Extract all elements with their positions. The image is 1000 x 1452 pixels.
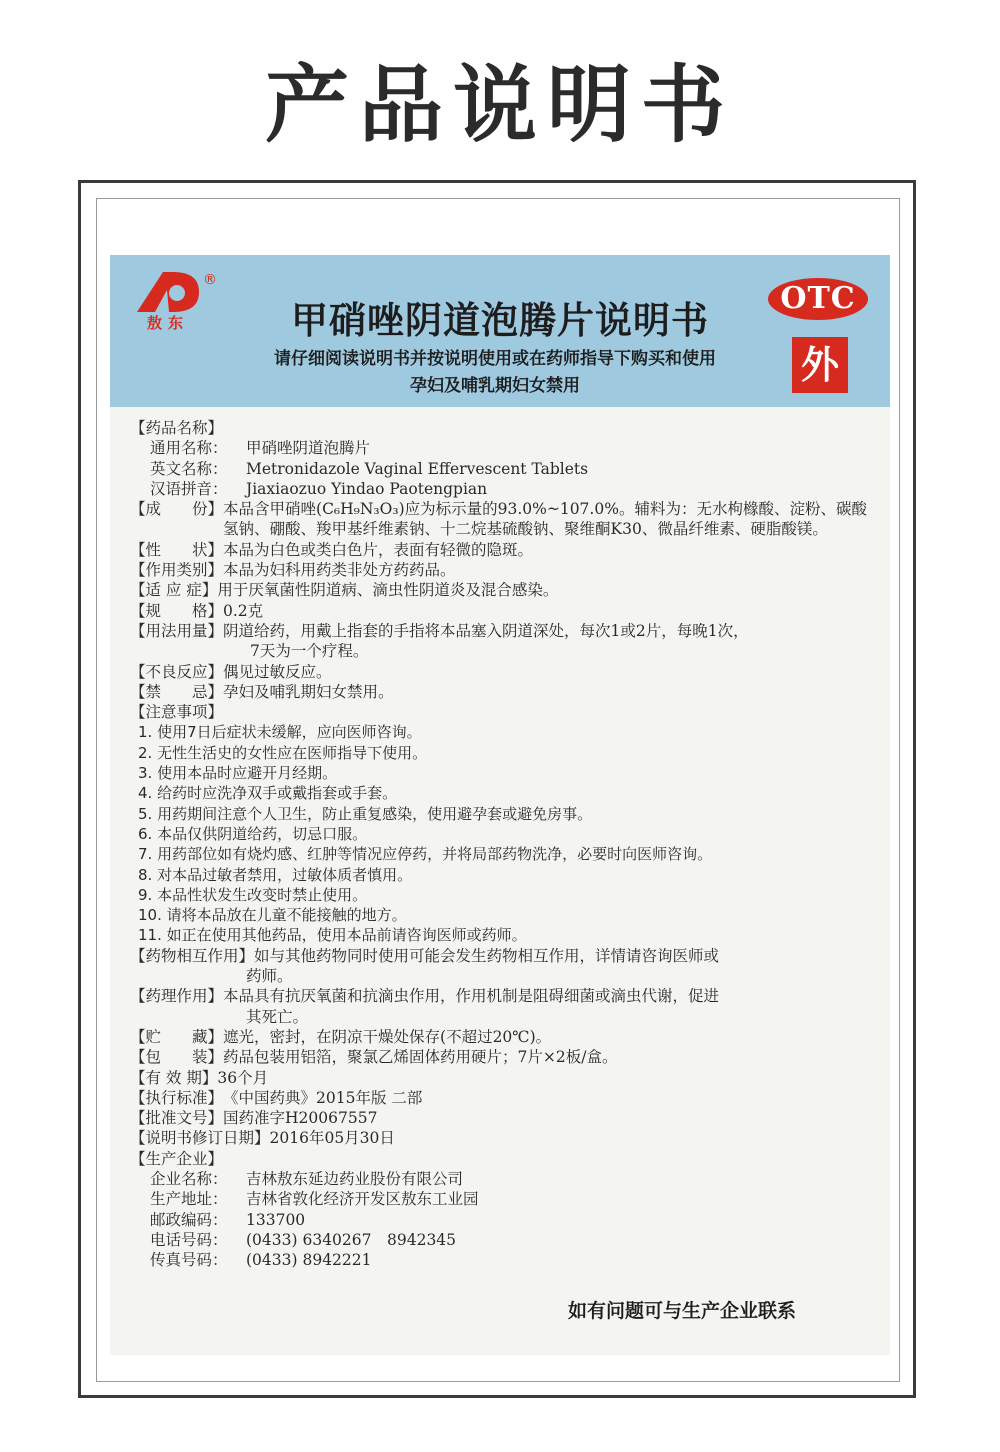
section-contraindication xyxy=(130,682,870,702)
field-label: 企业名称： xyxy=(150,1169,228,1188)
field-label: 电话号码： xyxy=(150,1230,228,1249)
section-manufacturer xyxy=(130,1149,870,1169)
spec-text: 0.2克 xyxy=(223,601,264,620)
precaution-item: 11. 如正在使用其他药品，使用本品前请咨询医师或药师。 xyxy=(138,926,527,945)
section-drug-name xyxy=(130,418,870,438)
section-label: 【作用类别】 xyxy=(130,561,224,580)
pharmacology-continued xyxy=(130,1007,870,1027)
postcode: 133700 xyxy=(246,1210,306,1229)
phone-number: (0433) 6340267 8942345 xyxy=(246,1230,457,1249)
precaution-item: 9. 本品性状发生改变时禁止使用。 xyxy=(138,885,368,904)
generic-name: 甲硝唑阴道泡腾片 xyxy=(246,439,371,458)
section-appearance xyxy=(130,540,870,560)
appearance-text: 本品为白色或类白色片，表面有轻微的隐斑。 xyxy=(223,540,534,559)
dosage-text: 阴道给药，用戴上指套的手指将本品塞入阴道深处，每次1或2片，每晚1次， xyxy=(223,621,749,640)
field-label: 生产地址： xyxy=(150,1190,228,1209)
section-label: 【贮 藏】 xyxy=(130,1027,224,1046)
section-approval xyxy=(130,1108,870,1128)
generic-name-row xyxy=(130,438,870,458)
page-title: 产品说明书 xyxy=(264,56,735,154)
section-indication xyxy=(130,580,870,600)
revision-text: 2016年05月30日 xyxy=(269,1129,395,1148)
company-name: 吉林敖东延边药业股份有限公司 xyxy=(246,1169,464,1188)
section-category xyxy=(130,560,870,580)
field-label: 邮政编码： xyxy=(150,1210,228,1229)
postcode-row xyxy=(130,1210,870,1230)
section-standard xyxy=(130,1088,870,1108)
precaution-item: 5. 用药期间注意个人卫生，防止重复感染，使用避孕套或避免房事。 xyxy=(138,804,593,823)
section-interaction xyxy=(130,946,870,966)
pharmacology-text-continued: 其死亡。 xyxy=(246,1007,309,1026)
brand-name: 敖东 xyxy=(146,314,189,332)
dosage-text-continued: 7天为一个疗程。 xyxy=(250,642,369,661)
precaution-item: 4. 给药时应洗净双手或戴指套或手套。 xyxy=(138,784,398,803)
otc-badge: OTC xyxy=(768,278,868,320)
section-composition xyxy=(130,499,870,540)
validity-text: 36个月 xyxy=(217,1068,269,1087)
storage-text: 遮光，密封，在阴凉干燥处保存(不超过20℃)。 xyxy=(223,1027,552,1046)
field-label: 英文名称： xyxy=(150,459,228,478)
pharmacology-text: 本品具有抗厌氧菌和抗滴虫作用，作用机制是阻碍细菌或滴虫代谢，促进 xyxy=(223,987,720,1006)
section-validity xyxy=(130,1068,870,1088)
section-label: 【生产企业】 xyxy=(130,1149,224,1168)
section-revision xyxy=(130,1128,870,1148)
section-label: 【用法用量】 xyxy=(130,621,224,640)
section-spec xyxy=(130,601,870,621)
section-label: 【成 份】 xyxy=(130,500,224,519)
section-label: 【性 状】 xyxy=(130,540,224,559)
field-label: 汉语拼音： xyxy=(150,479,228,498)
section-label: 【有 效 期】 xyxy=(130,1068,218,1087)
pinyin-row xyxy=(130,479,870,499)
section-storage xyxy=(130,1027,870,1047)
precaution-item: 6. 本品仅供阴道给药，切忌口服。 xyxy=(138,824,368,843)
precaution-item: 8. 对本品过敏者禁用，过敏体质者慎用。 xyxy=(138,865,413,884)
section-dosage xyxy=(130,621,870,641)
category-text: 本品为妇科用药类非处方药药品。 xyxy=(223,561,456,580)
composition-text: 本品含甲硝唑(C₆H₉N₃O₃)应为标示量的93.0%~107.0%。辅料为：无水枸橼酸、淀粉、碳酸氢钠、硼酸、羧甲基纤维素钠、十二烷基硫酸钠、聚维酮K30、微晶纤维素、硬脂酸镁。 xyxy=(223,500,867,539)
section-label: 【批准文号】 xyxy=(130,1109,224,1128)
precaution-item: 10. 请将本品放在儿童不能接触的地方。 xyxy=(138,906,407,925)
section-label: 【规 格】 xyxy=(130,601,224,620)
package-text: 药品包装用铝箔，聚氯乙烯固体药用硬片；7片×2板/盒。 xyxy=(223,1048,618,1067)
standard-text: 《中国药典》2015年版 二部 xyxy=(223,1088,423,1107)
dosage-continued xyxy=(130,641,870,661)
external-use-badge: 外 xyxy=(792,337,848,393)
section-precautions xyxy=(130,702,870,722)
section-label: 【药物相互作用】 xyxy=(130,946,255,965)
section-label: 【适 应 症】 xyxy=(130,581,218,600)
precaution-item: 2. 无性生活史的女性应在医师指导下使用。 xyxy=(138,743,428,762)
section-label: 【说明书修订日期】 xyxy=(130,1129,270,1148)
section-package xyxy=(130,1047,870,1067)
contraindication-text: 孕妇及哺乳期妇女禁用。 xyxy=(223,682,394,701)
usage-notice: 请仔细阅读说明书并按说明使用或在药师指导下购买和使用 xyxy=(274,349,716,369)
section-label: 【不良反应】 xyxy=(130,662,224,681)
precaution-item: 1. 使用7日后症状未缓解，应向医师咨询。 xyxy=(138,723,422,742)
interaction-continued xyxy=(130,966,870,986)
adverse-text: 偶见过敏反应。 xyxy=(223,662,332,681)
section-label: 【药理作用】 xyxy=(130,987,224,1006)
phone-row xyxy=(130,1230,870,1250)
contact-note: 如有问题可与生产企业联系 xyxy=(568,1300,797,1322)
document-title: 甲硝唑阴道泡腾片说明书 xyxy=(291,299,709,342)
section-label: 【注意事项】 xyxy=(130,703,224,722)
interaction-text: 如与其他药物同时使用可能会发生药物相互作用，详情请咨询医师或 xyxy=(254,946,720,965)
registered-mark: ® xyxy=(203,272,217,288)
fax-row xyxy=(130,1250,870,1270)
precaution-item: 3. 使用本品时应避开月经期。 xyxy=(138,764,338,783)
indication-text: 用于厌氧菌性阴道病、滴虫性阴道炎及混合感染。 xyxy=(217,581,559,600)
section-label: 【执行标准】 xyxy=(130,1088,224,1107)
section-pharmacology xyxy=(130,986,870,1006)
section-label: 【药品名称】 xyxy=(130,419,224,437)
fax-number: (0433) 8942221 xyxy=(246,1251,372,1270)
pregnancy-warning: 孕妇及哺乳期妇女禁用 xyxy=(410,376,580,396)
field-label: 通用名称： xyxy=(150,439,228,458)
interaction-text-continued: 药师。 xyxy=(246,967,293,986)
pinyin-name: Jiaxiaozuo Yindao Paotengpian xyxy=(246,479,488,498)
precaution-item: 7. 用药部位如有烧灼感、红肿等情况应停药，并将局部药物洗净，必要时向医师咨询。 xyxy=(138,845,713,864)
english-name-row xyxy=(130,459,870,479)
leaflet-content xyxy=(130,418,870,1270)
section-label: 【包 装】 xyxy=(130,1048,224,1067)
english-name: Metronidazole Vaginal Effervescent Tablets xyxy=(246,459,589,478)
field-label: 传真号码： xyxy=(150,1251,228,1270)
company-row xyxy=(130,1169,870,1189)
section-adverse xyxy=(130,662,870,682)
section-label: 【禁 忌】 xyxy=(130,682,224,701)
company-address: 吉林省敦化经济开发区敖东工业园 xyxy=(246,1190,479,1209)
address-row xyxy=(130,1189,870,1209)
approval-text: 国药准字H20067557 xyxy=(223,1109,378,1128)
